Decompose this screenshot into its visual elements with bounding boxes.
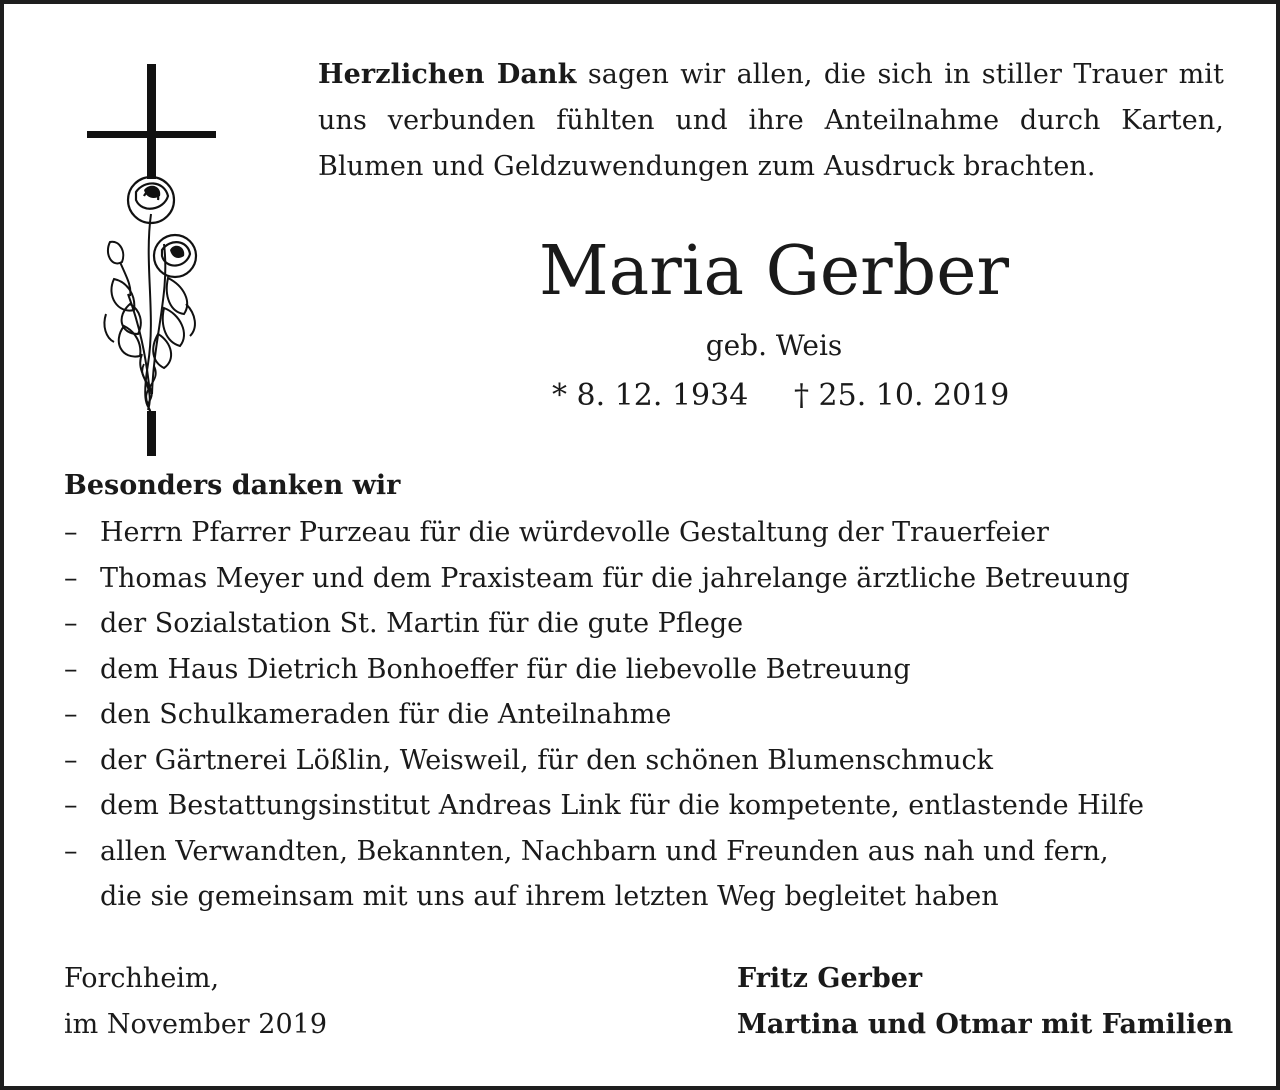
- list-item: [64, 783, 1224, 829]
- thanks-list: [64, 510, 1224, 920]
- list-item-text: dem Haus Dietrich Bonhoeffer für die liebevolle Betreuung: [100, 653, 911, 685]
- list-dash: –: [64, 517, 78, 548]
- list-dash: –: [64, 562, 78, 594]
- list-dash: –: [64, 744, 78, 776]
- list-item: [64, 738, 1224, 784]
- place: Forchheim,: [64, 963, 220, 994]
- date: im November 2019: [64, 1009, 327, 1040]
- list-item-text: der Sozialstation St. Martin für die gute Pflege: [100, 608, 744, 639]
- list-item: [64, 556, 1224, 602]
- list-item: [64, 829, 1150, 920]
- list-dash: –: [64, 608, 78, 639]
- list-item: [64, 601, 1224, 647]
- list-item-text: Herrn Pfarrer Purzeau für die würdevolle Gestaltung der Trauerfeier: [100, 517, 1049, 548]
- maiden-name: geb. Weis: [705, 329, 843, 362]
- intro-bold: Herzlichen Dank: [318, 59, 577, 90]
- list-dash: –: [64, 790, 78, 821]
- intro-text: sagen wir allen, die sich in stiller Trauer mit uns verbunden fühlten und ihre Anteilnahme durch Karten, Blumen und Geldzuwendungen zum Ausdruck brachten.: [318, 59, 1224, 182]
- deceased-name: Maria Gerber: [539, 232, 1009, 311]
- place-and-date: [64, 956, 327, 1048]
- list-item: [64, 692, 1224, 738]
- signer-1: Fritz Gerber: [737, 963, 923, 994]
- list-item: [64, 510, 1224, 556]
- list-dash: –: [64, 653, 78, 685]
- list-item-text: Thomas Meyer und dem Praxisteam für die jahrelange ärztliche Betreuung: [100, 562, 1130, 594]
- signers: [737, 956, 1233, 1048]
- list-item-text: der Gärtnerei Lößlin, Weisweil, für den schönen Blumenschmuck: [100, 744, 993, 776]
- list-item-text: dem Bestattungsinstitut Andreas Link für die kompetente, entlastende Hilfe: [100, 790, 1144, 821]
- life-dates: [524, 374, 1044, 418]
- birth-date: * 8. 12. 1934: [552, 378, 749, 413]
- list-item-text: den Schulkameraden für die Anteilnahme: [100, 699, 672, 730]
- thanks-heading: Besonders danken wir: [64, 470, 401, 501]
- list-dash: –: [64, 835, 78, 867]
- thank-you-intro: [318, 52, 1224, 190]
- death-date: † 25. 10. 2019: [794, 378, 1010, 413]
- signer-2: Martina und Otmar mit Familien: [737, 1009, 1234, 1040]
- cross-with-roses-icon: [84, 64, 219, 456]
- list-item: [64, 647, 1224, 693]
- list-dash: –: [64, 699, 78, 730]
- list-item-text: allen Verwandten, Bekannten, Nachbarn und Freunden aus nah und fern, die sie gemeinsam mit uns auf ihrem letzten Weg begleitet haben: [100, 835, 1109, 912]
